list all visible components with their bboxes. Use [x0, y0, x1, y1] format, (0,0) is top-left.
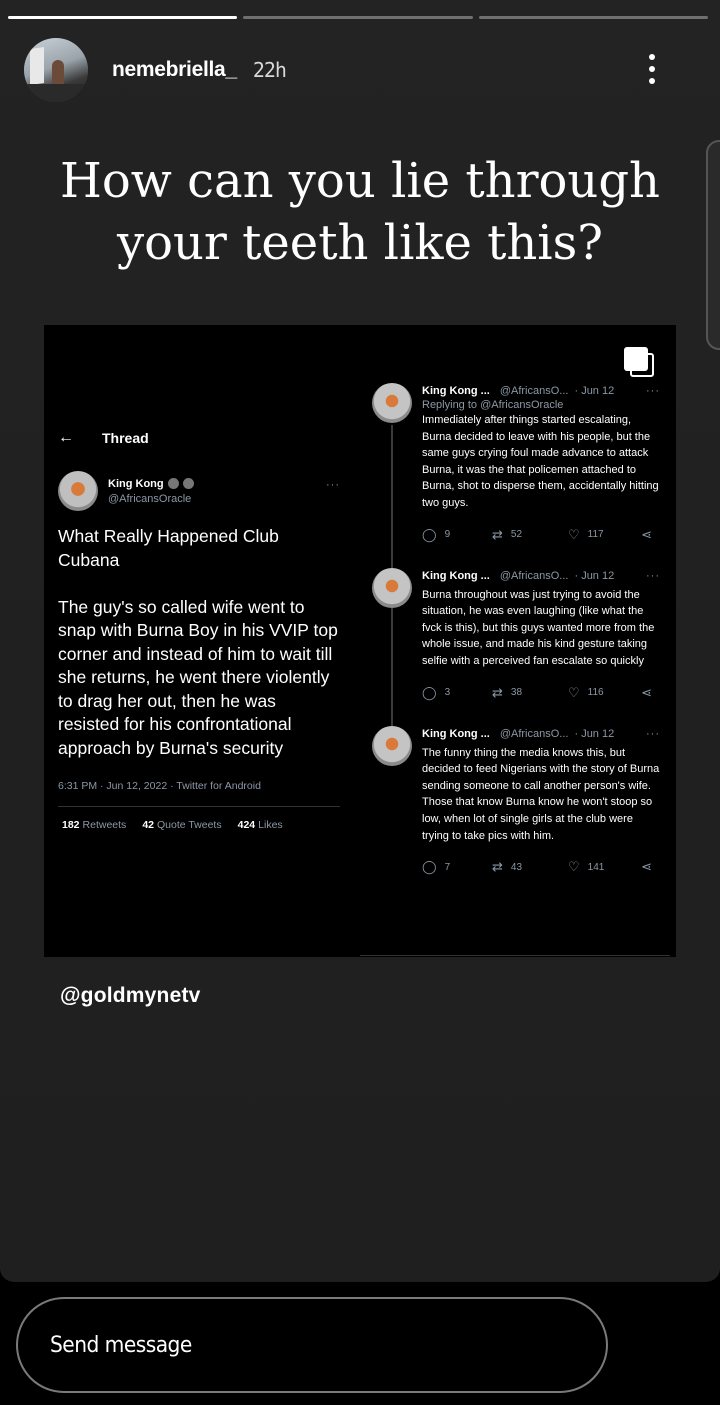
multiple-images-icon: [624, 347, 654, 377]
story-caption: [30, 150, 690, 274]
back-arrow-icon: ←: [58, 429, 74, 446]
tweet-text: What Really Happened Club Cubana The guy's so called wife went to snap with Burna Boy in his VVIP top corner and instead of him to wait till she returns, he went there violently to drag her out, then he was resisted for his confrontational approach by Burna's security: [58, 526, 338, 758]
reply-count: 3: [444, 687, 451, 699]
share-icon: ⋖: [641, 526, 652, 542]
reply-tweet: [360, 381, 676, 544]
reply-icon: ◯: [422, 684, 437, 700]
like-count: 141: [587, 861, 605, 873]
emoji-icon: [168, 478, 179, 489]
reply-actions: [422, 526, 660, 544]
emoji-icon: [183, 478, 194, 489]
tweet-screenshot: [44, 325, 676, 957]
send-message-placeholder: Send message: [50, 1332, 192, 1358]
likes-count: 424: [237, 819, 256, 831]
avatar[interactable]: [24, 38, 88, 102]
reply-more-icon: ···: [646, 727, 660, 740]
like-icon: ♡: [568, 684, 580, 700]
quotes-count: 42: [142, 819, 154, 831]
tweet-stats: [44, 807, 354, 831]
reply-icon: ◯: [422, 526, 437, 542]
tweet-more-icon: ···: [326, 479, 340, 491]
send-message-input[interactable]: [16, 1297, 608, 1393]
reply-actions: [422, 858, 660, 876]
reply-count: 9: [444, 529, 451, 541]
tweet-author: [44, 471, 354, 511]
reply-text: Immediately after things started escalating, Burna decided to leave with his people, but the same guys crying foul made advance to attack Burna, it was the that policemen attached to Burna, shot to disperse them, accidentally hitting two guys.: [422, 414, 659, 509]
side-handle: [706, 140, 720, 350]
reply-icon: ◯: [422, 859, 437, 875]
retweet-count: 52: [510, 529, 523, 541]
reply-text: Burna throughout was just trying to avoid the situation, he was even laughing (like what the fvck is this), but this guys wanted more from the whole issue, and made his kind gesture taking selfie with a perceived fan escalate so quickly: [422, 588, 655, 667]
reply-count: 7: [444, 861, 451, 873]
reply-date: · Jun 12: [574, 727, 615, 740]
mention-sticker[interactable]: @goldmynetv: [60, 984, 201, 1007]
reply-actions: [422, 684, 660, 702]
progress-segment: [243, 16, 472, 19]
thread-title: Thread: [102, 430, 149, 446]
likes-label: Likes: [258, 819, 283, 831]
share-icon: ⋖: [641, 859, 652, 875]
tweet-avatar: [58, 471, 98, 511]
like-icon: ♡: [568, 526, 580, 542]
story-progress: [8, 16, 708, 19]
retweets-label: Retweets: [82, 819, 127, 831]
tweet-author-name: King Kong: [108, 477, 164, 490]
reply-tweet: [360, 566, 676, 702]
reply-tweet: [360, 724, 676, 877]
retweet-icon: ⇄: [492, 526, 503, 542]
retweet-count: 43: [510, 861, 523, 873]
story-header: [24, 38, 696, 102]
progress-segment: [8, 16, 237, 19]
reply-more-icon: ···: [646, 569, 660, 582]
reply-avatar: [372, 726, 412, 766]
username[interactable]: nemebriella_: [112, 58, 237, 81]
reply-thread: [360, 381, 676, 876]
tweet-meta: 6:31 PM · Jun 12, 2022 · Twitter for Android: [58, 780, 261, 792]
thread-bar: [44, 425, 354, 451]
divider: [360, 955, 670, 956]
retweets-count: 182: [62, 819, 80, 831]
quotes-label: Quote Tweets: [157, 819, 222, 831]
reply-name: King Kong ...: [422, 569, 490, 582]
like-count: 117: [587, 529, 604, 541]
reply-avatar: [372, 568, 412, 608]
more-options-icon[interactable]: [648, 54, 656, 88]
caption-line-1: How can you lie through: [60, 153, 660, 209]
timestamp: 22h: [252, 58, 286, 82]
reply-name: King Kong ...: [422, 727, 490, 740]
reply-handle: @AfricansO...: [499, 727, 569, 740]
reply-text: The funny thing the media knows this, but decided to feed Nigerians with the story of Burna sending someone to call another person's wife. Those that know Burna know he won't stoop so low, when lot of single girls at the club were trying to take pics with him.: [422, 746, 660, 842]
retweet-count: 38: [510, 687, 523, 699]
reply-more-icon: ···: [646, 385, 660, 397]
reply-date: · Jun 12: [574, 569, 615, 582]
reply-date: · Jun 12: [574, 385, 615, 397]
share-icon: ⋖: [641, 684, 652, 700]
reply-avatar: [372, 383, 412, 423]
reply-handle: @AfricansO...: [499, 569, 569, 582]
main-tweet: [44, 425, 354, 831]
like-count: 116: [587, 687, 604, 699]
reply-handle: @AfricansO...: [499, 385, 569, 397]
like-icon: ♡: [568, 859, 580, 875]
caption-line-2: your teeth like this?: [116, 215, 604, 271]
reply-name: King Kong ...: [422, 385, 490, 397]
replying-to: Replying to @AfricansOracle: [422, 399, 564, 411]
retweet-icon: ⇄: [492, 859, 503, 875]
retweet-icon: ⇄: [492, 684, 503, 700]
progress-segment: [479, 16, 708, 19]
tweet-author-handle: @AfricansOracle: [108, 492, 192, 505]
